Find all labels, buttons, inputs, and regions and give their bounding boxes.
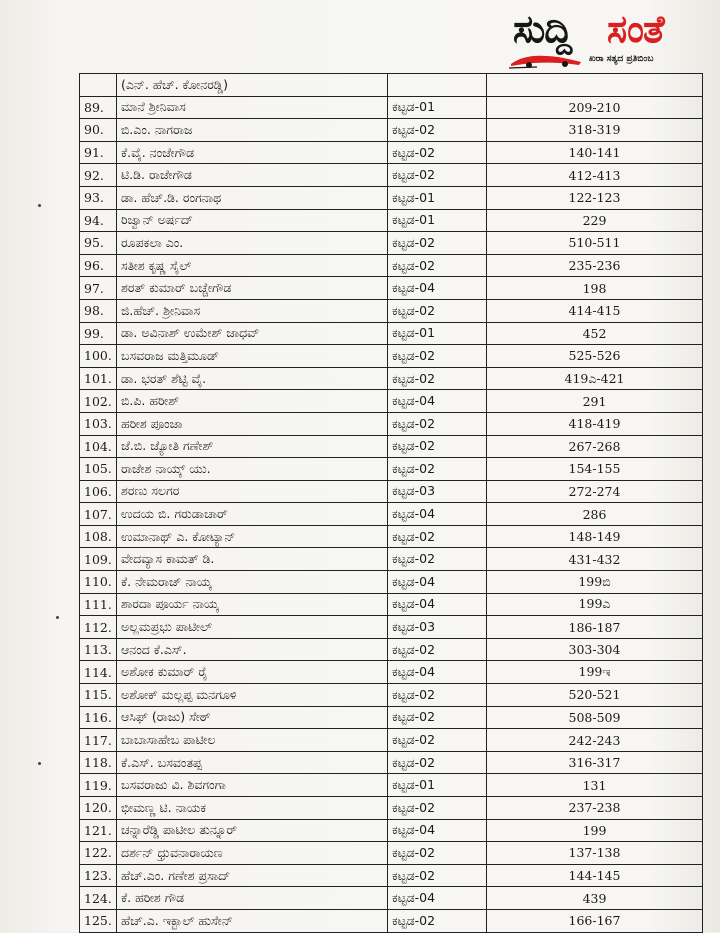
row-number: 91. [80, 141, 117, 164]
table-row [80, 525, 703, 548]
member-name: ಹರೀಶ ಪೂಂಜಾ [117, 412, 388, 435]
building-block: ಕಟ್ಟಡ-02 [388, 141, 487, 164]
building-block: ಕಟ್ಟಡ-02 [388, 367, 487, 390]
building-block: ಕಟ್ಟಡ-02 [388, 412, 487, 435]
room-numbers: 291 [487, 390, 703, 413]
building-block: ಕಟ್ಟಡ-02 [388, 299, 487, 322]
row-number: 106. [80, 480, 117, 503]
row-number: 125. [80, 909, 117, 932]
member-name: ಬಾಬಾಸಾಹೇಬ ಪಾಟೀಲ [117, 729, 388, 752]
row-number: 94. [80, 209, 117, 232]
building-block: ಕಟ್ಟಡ-02 [388, 458, 487, 481]
row-number: 115. [80, 684, 117, 707]
table-row [80, 616, 703, 639]
member-name: ಅಶೋಕ ಕುಮಾರ್ ರೈ [117, 661, 388, 684]
row-number: 101. [80, 367, 117, 390]
table-row [80, 322, 703, 345]
car-icon [509, 50, 585, 70]
row-number: 98. [80, 299, 117, 322]
building-block: ಕಟ್ಟಡ-02 [388, 232, 487, 255]
room-numbers: 303-304 [487, 638, 703, 661]
table-row [80, 254, 703, 277]
table-row [80, 503, 703, 526]
row-number: 96. [80, 254, 117, 277]
room-numbers: 242-243 [487, 729, 703, 752]
room-numbers: 199 [487, 819, 703, 842]
member-name: ಸತೀಶ ಕೃಷ್ಣ ಸೈಲ್ [117, 254, 388, 277]
member-name: ಚನ್ನಾರೆಡ್ಡಿ ಪಾಟೀಲ ತುನ್ನೂರ್ [117, 819, 388, 842]
member-name: ಮಾನೆ ಶ್ರೀನಿವಾಸ [117, 96, 388, 119]
table-row [80, 706, 703, 729]
room-numbers: 419ಎ-421 [487, 367, 703, 390]
building-block: ಕಟ್ಟಡ-04 [388, 390, 487, 413]
building-block: ಕಟ್ಟಡ-02 [388, 706, 487, 729]
building-block [388, 74, 487, 97]
row-number: 113. [80, 638, 117, 661]
room-numbers: 412-413 [487, 164, 703, 187]
table-row [80, 638, 703, 661]
member-name: ಬಿ.ಎಂ. ನಾಗರಾಜ [117, 119, 388, 142]
table-row [80, 797, 703, 820]
member-name: ಅಲ್ಲಮಪ್ರಭು ಪಾಟೀಲ್ [117, 616, 388, 639]
room-numbers: 316-317 [487, 751, 703, 774]
member-name: ಬಸವರಾಜು ವಿ. ಶಿವಗಂಗಾ [117, 774, 388, 797]
member-name: ಕೆ.ವೈ. ನಂಜೇಗೌಡ [117, 141, 388, 164]
logo-word-2: ಸಂತೆ [607, 7, 664, 51]
table-row [80, 164, 703, 187]
room-numbers: 272-274 [487, 480, 703, 503]
building-block: ಕಟ್ಟಡ-01 [388, 209, 487, 232]
room-numbers: 508-509 [487, 706, 703, 729]
member-name: ರಾಜೇಶ ನಾಯ್ಕ್ ಯು. [117, 458, 388, 481]
building-block: ಕಟ್ಟಡ-02 [388, 164, 487, 187]
building-block: ಕಟ್ಟಡ-02 [388, 254, 487, 277]
building-block: ಕಟ್ಟಡ-03 [388, 616, 487, 639]
building-block: ಕಟ್ಟಡ-02 [388, 684, 487, 707]
row-number: 112. [80, 616, 117, 639]
building-block: ಕಟ್ಟಡ-04 [388, 661, 487, 684]
row-number: 103. [80, 412, 117, 435]
scan-speck [56, 616, 59, 619]
row-number: 90. [80, 119, 117, 142]
room-numbers: 199ಬಿ [487, 571, 703, 594]
member-name: ಬಸವರಾಜ ಮತ್ತಿಮೂಡ್ [117, 345, 388, 368]
room-numbers: 131 [487, 774, 703, 797]
member-name: ಹೆಚ್.ಎಂ. ಗಣೇಶ ಪ್ರಸಾದ್ [117, 864, 388, 887]
room-numbers: 318-319 [487, 119, 703, 142]
building-block: ಕಟ್ಟಡ-02 [388, 729, 487, 752]
room-numbers: 267-268 [487, 435, 703, 458]
row-number: 99. [80, 322, 117, 345]
member-name: ಅಶೋಕ್ ಮಲ್ಲಪ್ಪ ಮನಗೂಳಿ [117, 684, 388, 707]
member-name: ಬಿ.ಪಿ. ಹರೀಶ್ [117, 390, 388, 413]
member-name: ಜಿ.ಹೆಚ್. ಶ್ರೀನಿವಾಸ [117, 299, 388, 322]
building-block: ಕಟ್ಟಡ-02 [388, 345, 487, 368]
row-number: 89. [80, 96, 117, 119]
row-number: 109. [80, 548, 117, 571]
row-number: 107. [80, 503, 117, 526]
building-block: ಕಟ್ಟಡ-02 [388, 842, 487, 865]
row-number [80, 74, 117, 97]
building-block: ಕಟ್ಟಡ-02 [388, 864, 487, 887]
room-numbers: 286 [487, 503, 703, 526]
room-numbers: 414-415 [487, 299, 703, 322]
member-name: ಭೀಮಣ್ಣ ಟಿ. ನಾಯಕ [117, 797, 388, 820]
row-number: 110. [80, 571, 117, 594]
room-numbers: 237-238 [487, 797, 703, 820]
room-numbers: 122-123 [487, 186, 703, 209]
room-numbers: 452 [487, 322, 703, 345]
table-row [80, 74, 703, 97]
row-number: 108. [80, 525, 117, 548]
member-name: ಕೆ. ನೇಮರಾಜ್ ನಾಯ್ಕ [117, 571, 388, 594]
table-row [80, 864, 703, 887]
building-block: ಕಟ್ಟಡ-02 [388, 909, 487, 932]
member-name: ಹೆಚ್.ಎ. ಇಕ್ಬಾಲ್ ಹುಸೇನ್ [117, 909, 388, 932]
table-row [80, 480, 703, 503]
row-number: 102. [80, 390, 117, 413]
row-number: 122. [80, 842, 117, 865]
room-numbers: 137-138 [487, 842, 703, 865]
site-logo [505, 4, 717, 70]
table-row [80, 548, 703, 571]
row-number: 97. [80, 277, 117, 300]
row-number: 123. [80, 864, 117, 887]
room-numbers: 418-419 [487, 412, 703, 435]
table-row [80, 571, 703, 594]
table-row [80, 661, 703, 684]
table-row [80, 96, 703, 119]
room-numbers: 198 [487, 277, 703, 300]
row-number: 117. [80, 729, 117, 752]
room-numbers: 154-155 [487, 458, 703, 481]
member-name: ಟಿ.ಡಿ. ರಾಜೇಗೌಡ [117, 164, 388, 187]
building-block: ಕಟ್ಟಡ-02 [388, 751, 487, 774]
room-numbers: 199ಇ [487, 661, 703, 684]
building-block: ಕಟ್ಟಡ-01 [388, 96, 487, 119]
table-row [80, 909, 703, 932]
building-block: ಕಟ್ಟಡ-01 [388, 186, 487, 209]
row-number: 105. [80, 458, 117, 481]
table-row [80, 435, 703, 458]
row-number: 114. [80, 661, 117, 684]
scan-speck [38, 762, 41, 765]
table-row [80, 367, 703, 390]
row-number: 124. [80, 887, 117, 910]
member-name: ಶರಣು ಸಲಗರ [117, 480, 388, 503]
scan-speck [38, 204, 41, 207]
room-numbers: 148-149 [487, 525, 703, 548]
member-name: ವೇದವ್ಯಾಸ ಕಾಮತ್ ಡಿ. [117, 548, 388, 571]
member-name: ಆಸಿಫ್ (ರಾಜು) ಸೇಠ್ [117, 706, 388, 729]
building-block: ಕಟ್ಟಡ-02 [388, 119, 487, 142]
logo-word-1: ಸುದ್ದಿ [513, 7, 572, 51]
table-row [80, 751, 703, 774]
room-numbers: 229 [487, 209, 703, 232]
member-name: ಆನಂದ ಕೆ.ಎಸ್. [117, 638, 388, 661]
logo-tagline: ಖರಾ ಸತ್ಯದ ಪ್ರತಿಬಿಂಬ [589, 54, 654, 64]
table-row [80, 345, 703, 368]
row-number: 95. [80, 232, 117, 255]
member-name: ಡಾ. ಹೆಚ್.ಡಿ. ರಂಗನಾಥ [117, 186, 388, 209]
table-row [80, 186, 703, 209]
table-row [80, 458, 703, 481]
room-numbers: 525-526 [487, 345, 703, 368]
room-numbers [487, 74, 703, 97]
member-name: ಕೆ.ಎಸ್. ಬಸವಂತಪ್ಪ [117, 751, 388, 774]
row-number: 92. [80, 164, 117, 187]
building-block: ಕಟ್ಟಡ-04 [388, 277, 487, 300]
table-row [80, 774, 703, 797]
row-number: 121. [80, 819, 117, 842]
table-row [80, 299, 703, 322]
building-block: ಕಟ್ಟಡ-04 [388, 887, 487, 910]
member-name: ರಿಜ್ವಾನ್ ಅರ್ಷದ್ [117, 209, 388, 232]
building-block: ಕಟ್ಟಡ-02 [388, 797, 487, 820]
room-numbers: 199ಎ [487, 593, 703, 616]
table-row [80, 390, 703, 413]
row-number: 116. [80, 706, 117, 729]
row-number: 111. [80, 593, 117, 616]
table-row [80, 684, 703, 707]
row-number: 120. [80, 797, 117, 820]
row-number: 119. [80, 774, 117, 797]
table-row [80, 819, 703, 842]
member-name: ಜೆ.ಬಿ. ಜ್ಯೋತಿ ಗಣೇಶ್ [117, 435, 388, 458]
building-block: ಕಟ್ಟಡ-04 [388, 571, 487, 594]
member-name: ಡಾ. ಅವಿನಾಶ್ ಉಮೇಶ್ ಜಾಧವ್ [117, 322, 388, 345]
building-block: ಕಟ್ಟಡ-03 [388, 480, 487, 503]
building-block: ಕಟ್ಟಡ-04 [388, 503, 487, 526]
member-name: ಉದಯ ಬಿ. ಗರುಡಾಚಾರ್ [117, 503, 388, 526]
row-number: 104. [80, 435, 117, 458]
table-row [80, 119, 703, 142]
building-block: ಕಟ್ಟಡ-02 [388, 548, 487, 571]
table-row [80, 412, 703, 435]
room-numbers: 140-141 [487, 141, 703, 164]
room-numbers: 144-145 [487, 864, 703, 887]
table-row [80, 232, 703, 255]
table-row [80, 887, 703, 910]
row-number: 100. [80, 345, 117, 368]
table-row [80, 277, 703, 300]
member-name: ರೂಪಕಲಾ ಎಂ. [117, 232, 388, 255]
table-row [80, 729, 703, 752]
member-name: ಶರತ್ ಕುಮಾರ್ ಬಚ್ಚೇಗೌಡ [117, 277, 388, 300]
member-name: ಉಮಾನಾಥ್ ಎ. ಕೋಟ್ಯಾನ್ [117, 525, 388, 548]
building-block: ಕಟ್ಟಡ-01 [388, 774, 487, 797]
building-block: ಕಟ್ಟಡ-04 [388, 593, 487, 616]
room-numbers: 209-210 [487, 96, 703, 119]
room-numbers: 166-167 [487, 909, 703, 932]
room-numbers: 186-187 [487, 616, 703, 639]
member-name: ದರ್ಶನ್ ಧ್ರುವನಾರಾಯಣ [117, 842, 388, 865]
legislator-table [79, 73, 703, 933]
member-name: ಶಾರದಾ ಪೂರ್ಯ ನಾಯ್ಕ [117, 593, 388, 616]
row-number: 93. [80, 186, 117, 209]
room-numbers: 235-236 [487, 254, 703, 277]
room-numbers: 439 [487, 887, 703, 910]
member-name: (ಎನ್. ಹೆಚ್. ಕೋನರಡ್ಡಿ) [117, 74, 388, 97]
room-numbers: 510-511 [487, 232, 703, 255]
member-name: ಕೆ. ಹರೀಶ ಗೌಡ [117, 887, 388, 910]
building-block: ಕಟ್ಟಡ-02 [388, 638, 487, 661]
building-block: ಕಟ್ಟಡ-02 [388, 435, 487, 458]
row-number: 118. [80, 751, 117, 774]
table-row [80, 141, 703, 164]
room-numbers: 431-432 [487, 548, 703, 571]
member-name: ಡಾ. ಭರತ್ ಶೆಟ್ಟಿ ವೈ. [117, 367, 388, 390]
building-block: ಕಟ್ಟಡ-02 [388, 525, 487, 548]
building-block: ಕಟ್ಟಡ-01 [388, 322, 487, 345]
table-row [80, 842, 703, 865]
room-numbers: 520-521 [487, 684, 703, 707]
building-block: ಕಟ್ಟಡ-04 [388, 819, 487, 842]
table-row [80, 209, 703, 232]
table-row [80, 593, 703, 616]
